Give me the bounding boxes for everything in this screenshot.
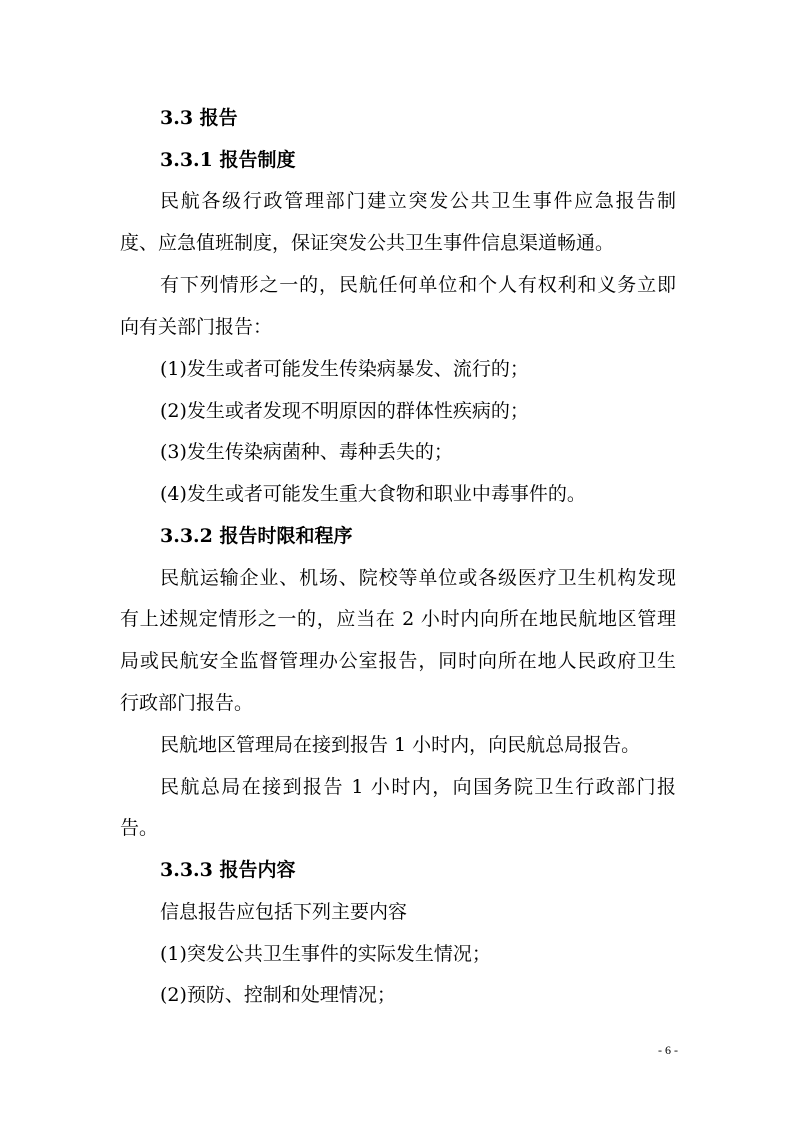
list-item: (1)发生或者可能发生传染病暴发、流行的； <box>160 358 529 380</box>
section-heading-3-3-2: 3.3.2 报告时限和程序 <box>160 525 353 547</box>
page-number: - 6 - <box>658 1043 678 1057</box>
paragraph-line: 行政部门报告。 <box>120 692 254 714</box>
list-item: (4)发生或者可能发生重大食物和职业中毒事件的。 <box>160 483 586 505</box>
paragraph-line: 民航地区管理局在接到报告 1 小时内，向民航总局报告。 <box>160 734 641 756</box>
paragraph-line: 信息报告应包括下列主要内容 <box>160 901 408 923</box>
section-heading-3-3: 3.3 报告 <box>160 107 238 129</box>
paragraph-line: 度、应急值班制度，保证突发公共卫生事件信息渠道畅通。 <box>120 232 615 254</box>
section-heading-3-3-1: 3.3.1 报告制度 <box>160 149 296 171</box>
list-item: (2)预防、控制和处理情况； <box>160 984 396 1006</box>
paragraph-line: 民航运输企业、机场、院校等单位或各级医疗卫生机构发现 <box>160 567 676 589</box>
section-heading-3-3-3: 3.3.3 报告内容 <box>160 859 296 881</box>
paragraph-line: 向有关部门报告： <box>120 316 273 338</box>
paragraph-line: 局或民航安全监督管理办公室报告，同时向所在地人民政府卫生 <box>120 650 676 672</box>
paragraph-line: 有上述规定情形之一的，应当在 2 小时内向所在地民航地区管理 <box>120 608 676 630</box>
paragraph-line: 民航各级行政管理部门建立突发公共卫生事件应急报告制 <box>160 190 676 212</box>
paragraph-line: 有下列情形之一的，民航任何单位和个人有权利和义务立即 <box>160 274 676 296</box>
list-item: (3)发生传染病菌种、毒种丢失的； <box>160 441 453 463</box>
paragraph-line: 告。 <box>120 817 159 839</box>
list-item: (1)突发公共卫生事件的实际发生情况； <box>160 943 491 965</box>
paragraph-line: 民航总局在接到报告 1 小时内，向国务院卫生行政部门报 <box>160 776 676 798</box>
list-item: (2)发生或者发现不明原因的群体性疾病的； <box>160 400 529 422</box>
